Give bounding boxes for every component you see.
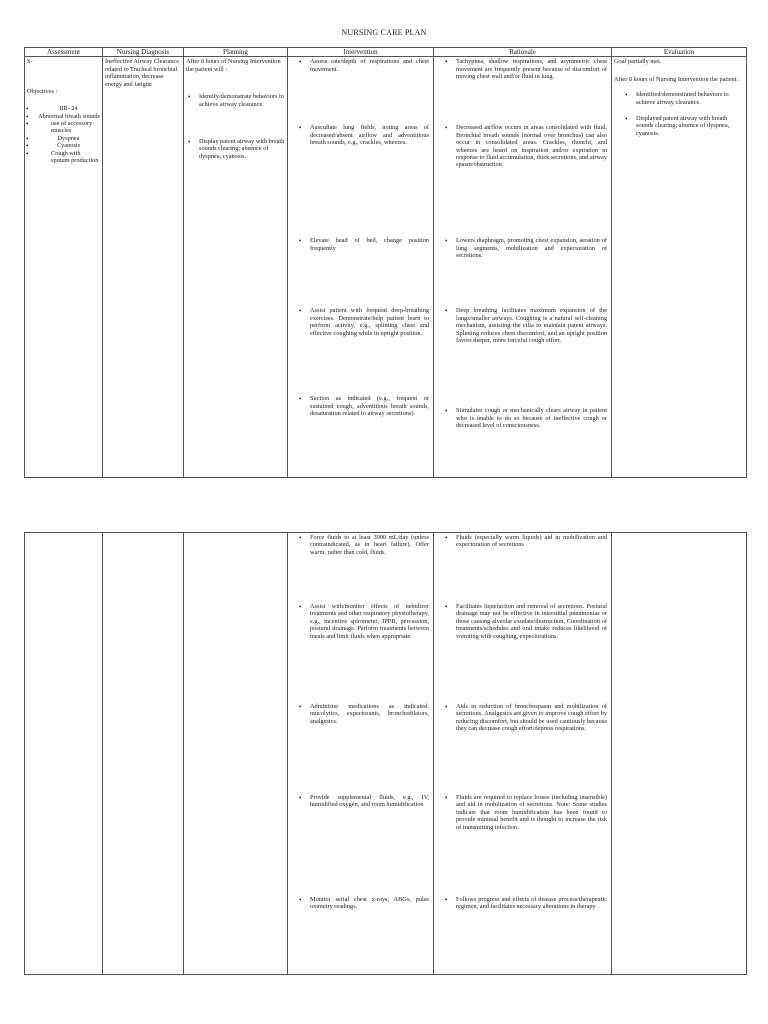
list-item: • Lowers diaphragm, promoting chest expansion, aeration of lung segments, mobilization and expectoration of secretions. xyxy=(456,237,607,307)
list-item: • Stimulates cough or mechanically clears airway in patient who is unable to do so because of ineffective cough or decreased level of consciousness. xyxy=(456,407,607,429)
list-item: • RR- 24 xyxy=(37,105,100,112)
header-intervention: Intervention xyxy=(288,48,434,57)
table-row xyxy=(25,533,747,975)
rationale-cell xyxy=(434,57,612,478)
rationale-cell xyxy=(434,533,612,975)
objectives-label: Objectives : xyxy=(27,87,58,95)
list-item: • Assist with/monitor effects of nebulizer treatments and other respiratory physiotherapy, e.g., incentive spirometer, IPPB, percussion, postural drainage. Perform treatments between meals and limit fluids when appropriate. xyxy=(310,603,429,703)
list-item: • Elevate head of bed, change position frequently xyxy=(310,237,429,307)
list-item: • Monitor serial chest x-rays, ABGs, pulse oximetry readings. xyxy=(310,896,429,911)
evaluation-results xyxy=(614,91,744,137)
list-item: • Deep breathing facilitates maximum expansion of the lungs/smaller airways. Coughing is a natural self-cleaning mechanism, assisting the cilia to maintain patent airways. Splinting reduces chest discomfort, and an upright position favors deeper, more forceful cough effort. xyxy=(456,307,607,407)
intervention-list xyxy=(290,58,431,417)
list-item: • Identify/demonstrate behaviors to achieve airway clearance. xyxy=(199,93,285,108)
list-item: • use of accessory muscles xyxy=(37,120,100,135)
intervention-cell xyxy=(288,57,434,478)
list-item: • Fluids are required to replace losses (including insensible) and aid in mobilization of secretions. Note: Some studies indicate that room humidification has been found to provide minimal benefit and is thought to increase the risk of transmitting infection. xyxy=(456,794,607,896)
list-item: • Assess rate/depth of respirations and chest movement. xyxy=(310,58,429,124)
header-rationale: Rationale xyxy=(434,48,612,57)
assessment-cell-empty xyxy=(25,533,103,975)
list-item: • Cough with sputum production xyxy=(37,150,100,165)
table-row xyxy=(25,57,747,478)
care-plan-table-page-2 xyxy=(24,532,747,975)
header-nursing-diagnosis: Nursing Diagnosis xyxy=(103,48,184,57)
intervention-cell xyxy=(288,533,434,975)
nursing-diagnosis-cell-empty xyxy=(103,533,184,975)
list-item: • Provide supplemental fluids, e.g., IV, humidified oxygen, and room humidification xyxy=(310,794,429,896)
list-item: • Force fluids to at least 3000 mL/day (unless contraindicated, as in heart failure). Offer warm, rather than cold, fluids. xyxy=(310,534,429,603)
list-item: • Dyspnea xyxy=(37,135,100,142)
evaluation-intro: After 8 hours of Nursing Intervention the patient : xyxy=(614,75,740,83)
rationale-list xyxy=(436,534,609,911)
header-evaluation: Evaluation xyxy=(612,48,747,57)
planning-cell xyxy=(184,57,288,478)
list-item: • Facilitates liquefaction and removal of secretions. Postural drainage may not be effective in interstitial pneumonias or those causing alveolar exudate/destruction. Coordination of treatments/schedules and oral intake reduces likelihood of vomiting with coughing, expectorations. xyxy=(456,603,607,703)
list-item: • Identified/demonstrated behaviors to achieve airway clearance. xyxy=(636,91,744,106)
objectives-list xyxy=(27,105,100,164)
list-item: • Displayed patent airway with breath sounds clearing; absence of dyspnea, cyanosis. xyxy=(636,115,744,137)
evaluation-cell xyxy=(612,57,747,478)
diagnosis-text: Ineffective Airway Clearance related to Tracheal bronchial inflammation, decrease energy and fatigue xyxy=(105,58,180,88)
header-assessment: Assessment xyxy=(25,48,103,57)
nursing-diagnosis-cell xyxy=(103,57,184,478)
rationale-list xyxy=(436,58,609,429)
list-item: • Aids in reduction of bronchospasm and mobilization of secretions. Analgesics are given to improve cough effort by reducing discomfort, but should be used cautiously because they can decrease cough effort/depress respirations. xyxy=(456,703,607,794)
list-item: • Tachypnea, shallow respirations, and asymmetric chest movement are frequently present because of discomfort of moving chest wall and/or fluid in lung. xyxy=(456,58,607,124)
list-item: • Administer medications as indicated: mucolytics, expectorants, bronchodilators, analgesics. xyxy=(310,703,429,794)
evaluation-status: Goal partially met. xyxy=(614,58,662,66)
table-header-row xyxy=(25,48,747,57)
planning-cell-empty xyxy=(184,533,288,975)
planning-goals xyxy=(186,93,285,160)
list-item: • Assist patient with frequent deep-breathing exercises. Demonstrate/help patient learn to perform activity, e.g., splinting chest and effective coughing while in upright position. xyxy=(310,307,429,395)
list-item: • Cyanosis xyxy=(37,142,100,149)
list-item: • Follows progress and effects of disease process/therapeutic regimen, and facilitates necessary alterations in therapy. xyxy=(456,896,607,911)
page-title: NURSING CARE PLAN xyxy=(341,28,427,37)
intervention-list xyxy=(290,534,431,911)
evaluation-cell-empty xyxy=(612,533,747,975)
list-item: • Suction as indicated (e.g., frequent or sustained cough, adventitious breath sounds, desaturation related to airway secretions). xyxy=(310,395,429,417)
assessment-cell xyxy=(25,57,103,478)
care-plan-table-page-1 xyxy=(24,47,747,478)
list-item: • Decreased airflow occurs in areas consolidated with fluid. Bronchial breath sounds (normal over bronchus) can also occur in consolidated areas. Crackles, rhonchi, and wheezes are heard on inspiration and/or expiration in response to fluid accumulation, thick secretions, and airway spasm/obstruction. xyxy=(456,124,607,237)
header-planning: Planning xyxy=(184,48,288,57)
list-item: • Display patent airway with breath sounds clearing; absence of dyspnea, cyanosis. xyxy=(199,138,285,160)
planning-intro: After 8 hours of Nursing Intervention the patient will : xyxy=(186,58,281,73)
list-item: • Auscultate lung fields, noting areas of decreased/absent airflow and adventitious breath sounds, e.g., crackles, wheezes. xyxy=(310,124,429,237)
list-item: • Abnormal breath sounds xyxy=(37,113,100,120)
subjective-label: S- xyxy=(27,58,33,66)
list-item: • Fluids (especially warm liquids) aid in mobilization and expectoration of secretions xyxy=(456,534,607,603)
